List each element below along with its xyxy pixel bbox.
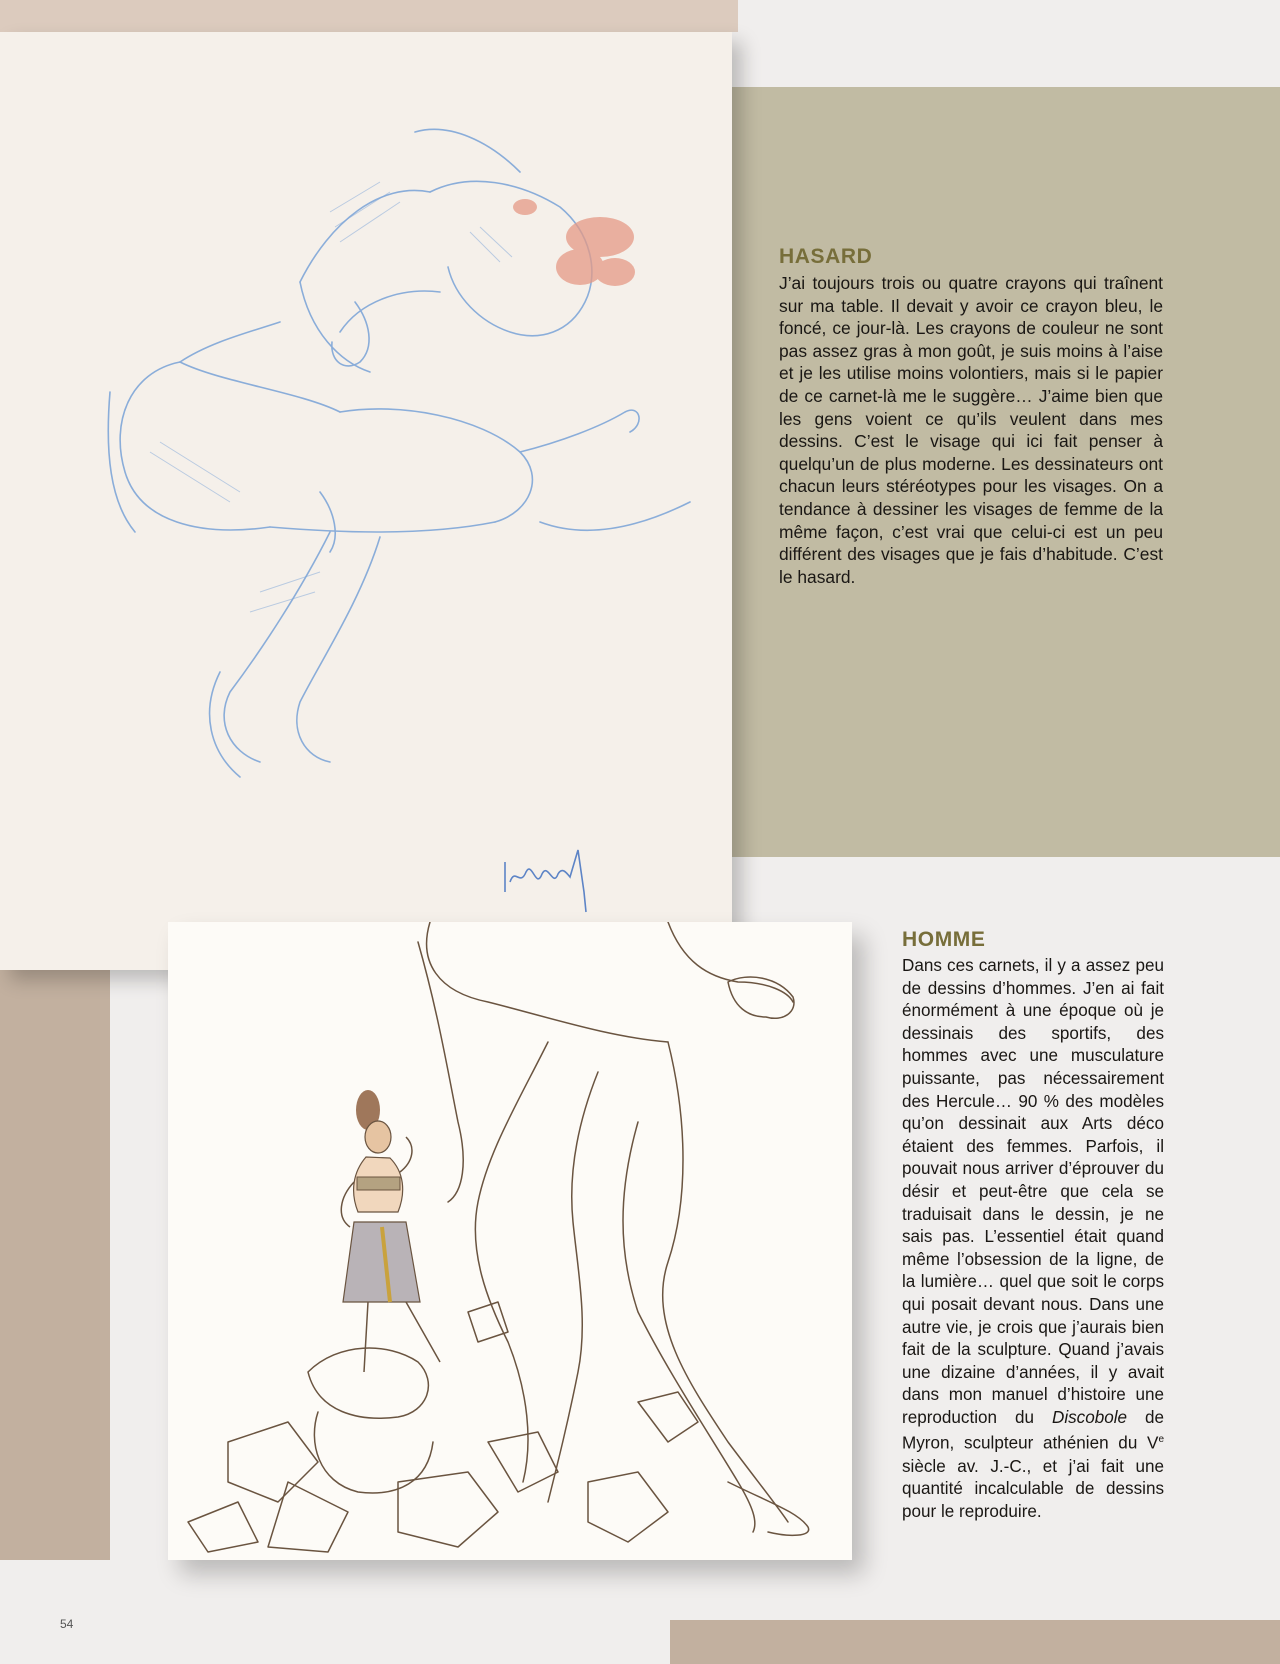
sleeping-woman-drawing — [0, 32, 732, 970]
hasard-title: HASARD — [779, 245, 873, 268]
sleeping-woman-sketch — [0, 32, 732, 970]
homme-title: HOMME — [902, 928, 986, 951]
decorative-band-bottom — [670, 1620, 1280, 1664]
homme-ink-sketch — [168, 922, 852, 1560]
artist-signature — [505, 850, 586, 912]
hasard-section — [779, 244, 1163, 588]
homme-section — [902, 927, 1164, 1524]
page-number: 54 — [60, 1617, 74, 1631]
red-hair-accent — [513, 199, 635, 286]
homme-body-part-2: de Myron, sculpteur athénien du V — [902, 1407, 1165, 1454]
small-woman-figure — [341, 1090, 440, 1372]
homme-body — [902, 955, 1164, 1524]
decorative-band-top — [0, 0, 738, 32]
homme-body-part-1: Dans ces carnets, il y a assez peu de dessins d’hommes. J’en ai fait énormément à une époque où je dessinais des sportifs, des hommes avec une musculature puissante, pas nécessairement des Hercule… 90 % des modèles qu’on dessinait aux Arts déco étaient des femmes. Parfois, il pouvait nous arriver d’éprouver du désir et peut-être que cela se traduisait dans le dessin, je ne sais pas. L’essentiel était quand même l’obsession de la ligne, de la lumière… quel que soit le corps qui posait devant nous. Dans une autre vie, je crois que j’aurais bien fait de la sculpture. Quand j’avais une dizaine d’années, il y avait dans mon manuel d’histoire une reproduction du — [902, 956, 1164, 1427]
hasard-body: J’ai toujours trois ou quatre crayons qui traînent sur ma table. Il devait y avoir ce crayon bleu, le foncé, ce jour-là. Les crayons de couleur ne sont pas assez gras à mon goût, je suis moins à l’aise et je les utilise moins volontiers, mais si le papier de ce carnet-là me le suggère… J’aime bien que les gens voient ce qu’ils veulent dans mes dessins. C’est le visage qui ici fait penser à quelqu’un de plus moderne. Les dessinateurs ont chacun leurs stéréotypes pour les visages. On a tendance à dessiner les visages de femme de la même façon, c’est vrai que celui-ci est un peu différent des visages que je fais d’habitude. C’est le hasard. — [779, 273, 1163, 587]
homme-body-part-3: siècle av. J.-C., et j’ai fait une quantité incalculable de dessins pour le reproduire. — [902, 1456, 1164, 1521]
homme-body-italic: Discobole — [1051, 1407, 1128, 1427]
homme-drawing — [168, 922, 852, 1560]
homme-body-superscript: e — [1158, 1434, 1164, 1446]
decorative-band-left — [0, 968, 110, 1560]
